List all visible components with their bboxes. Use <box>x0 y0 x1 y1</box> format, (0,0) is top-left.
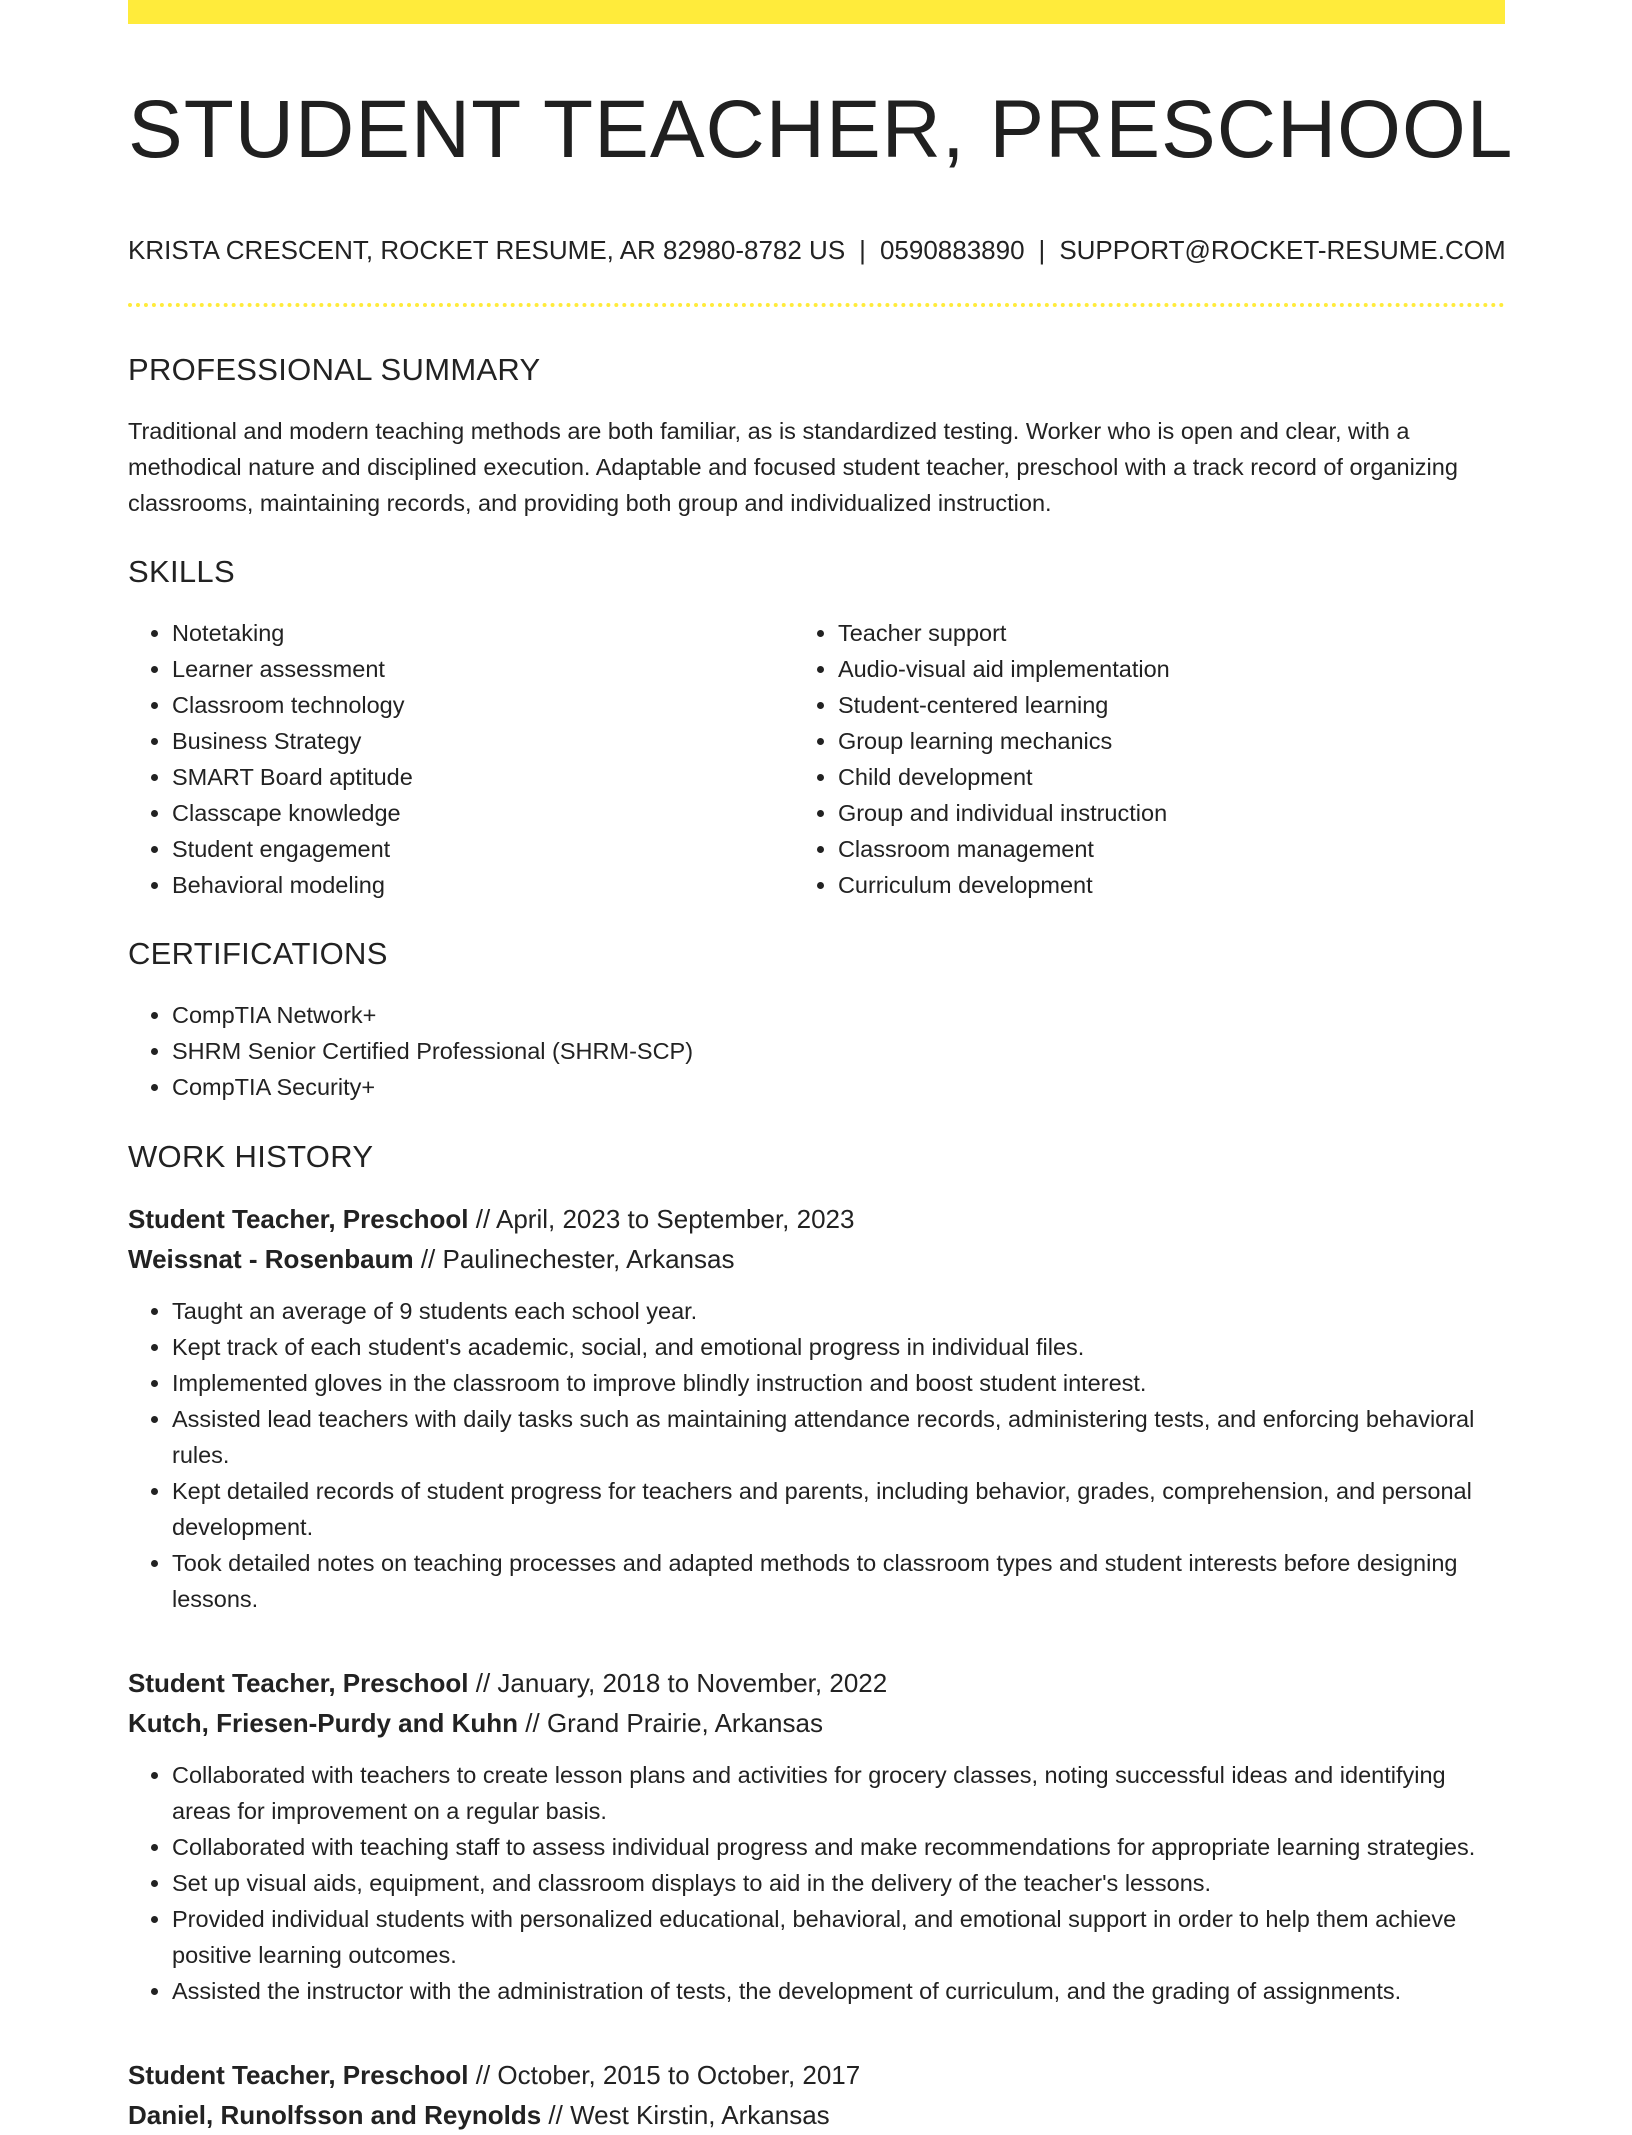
summary-text: Traditional and modern teaching methods are both familiar, as is standardized testing. Worker who is open and clear, with a methodical nature and disciplined execution. Adaptable and focused student teacher, preschool with a track record of organizing classrooms, maintaining records, and providing both group and individualized instruction. <box>128 418 1458 516</box>
job-duty-item: • Kept detailed records of student progress for teachers and parents, including behavior, grades, comprehension, and personal development. <box>172 1473 1505 1545</box>
skill-item: • Classroom technology <box>172 687 794 723</box>
resume-content <box>128 0 1514 2135</box>
skill-item: • Teacher support <box>838 615 1505 651</box>
job-dates: January, 2018 to November, 2022 <box>497 1668 888 1698</box>
skill-item: • Behavioral modeling <box>172 867 794 903</box>
job-location: Paulinechester, Arkansas <box>442 1244 735 1274</box>
skills-heading: SKILLS <box>128 554 235 589</box>
job-duty-item: • Assisted the instructor with the administration of tests, the development of curriculum, and the grading of assignments. <box>172 1973 1505 2009</box>
job-company: Weissnat - Rosenbaum <box>128 1244 414 1274</box>
job-entry <box>128 2055 1505 2135</box>
skill-item: • Student-centered learning <box>838 687 1505 723</box>
certification-item: • CompTIA Security+ <box>172 1069 1505 1105</box>
contact-separator: | <box>859 235 866 265</box>
certifications-heading: CERTIFICATIONS <box>128 936 388 971</box>
skill-item: • Classcape knowledge <box>172 795 794 831</box>
job-title-line <box>128 1199 1505 1239</box>
skill-item: • Child development <box>838 759 1505 795</box>
contact-line <box>128 234 1505 266</box>
job-location: Grand Prairie, Arkansas <box>546 1708 823 1738</box>
job-separator: // <box>468 2060 498 2090</box>
contact-address: KRISTA CRESCENT, ROCKET RESUME, AR 82980-8782 US <box>128 235 846 265</box>
job-entry <box>128 1663 1505 2009</box>
job-entry <box>128 1199 1505 1617</box>
contact-email: SUPPORT@ROCKET-RESUME.COM <box>1059 235 1506 265</box>
job-duty-item: • Implemented gloves in the classroom to improve blindly instruction and boost student interest. <box>172 1365 1505 1401</box>
job-company: Kutch, Friesen-Purdy and Kuhn <box>128 1708 519 1738</box>
skill-item: • Curriculum development <box>838 867 1505 903</box>
job-dates: October, 2015 to October, 2017 <box>497 2060 861 2090</box>
certification-item: • CompTIA Network+ <box>172 997 1505 1033</box>
dotted-divider <box>128 303 1505 307</box>
work-history-list <box>128 1199 1505 2135</box>
job-separator: // <box>468 1668 498 1698</box>
job-dates: April, 2023 to September, 2023 <box>495 1204 855 1234</box>
job-duty-item: • Kept track of each student's academic, social, and emotional progress in individual files. <box>172 1329 1505 1365</box>
skill-item: • Notetaking <box>172 615 794 651</box>
job-separator: // <box>541 2100 571 2130</box>
job-company-line <box>128 1703 1505 1743</box>
summary-heading: PROFESSIONAL SUMMARY <box>128 352 541 387</box>
skill-item: • Student engagement <box>172 831 794 867</box>
job-separator: // <box>518 1708 547 1738</box>
contact-separator: | <box>1038 235 1046 265</box>
work-history-heading: WORK HISTORY <box>128 1139 374 1174</box>
job-duty-item: • Collaborated with teachers to create lesson plans and activities for grocery classes, noting successful ideas and identifying areas for improvement on a regular basis. <box>172 1757 1505 1829</box>
skill-item: • Business Strategy <box>172 723 794 759</box>
job-duty-item: • Assisted lead teachers with daily tasks such as maintaining attendance records, administering tests, and enforcing behavioral rules. <box>172 1401 1505 1473</box>
job-title: Student Teacher, Preschool <box>128 1668 469 1698</box>
job-separator: // <box>468 1204 496 1234</box>
skill-item: • Learner assessment <box>172 651 794 687</box>
job-location: West Kirstin, Arkansas <box>570 2100 830 2130</box>
job-title-line <box>128 2055 1505 2095</box>
job-duty-item: • Collaborated with teaching staff to assess individual progress and make recommendations for appropriate learning strategies. <box>172 1829 1505 1865</box>
job-duties-list <box>128 1757 1505 2009</box>
skills-column-left <box>128 615 794 903</box>
resume-title: STUDENT TEACHER, PRESCHOOL <box>128 84 1514 175</box>
certifications-list <box>128 997 1505 1105</box>
job-duty-item: • Took detailed notes on teaching processes and adapted methods to classroom types and student interests before designing lessons. <box>172 1545 1505 1617</box>
job-duty-item: • Taught an average of 9 students each school year. <box>172 1293 1505 1329</box>
skill-item: • Audio-visual aid implementation <box>838 651 1505 687</box>
job-title-line <box>128 1663 1505 1703</box>
skills-list <box>128 615 1505 903</box>
job-title: Student Teacher, Preschool <box>128 1204 469 1234</box>
contact-phone: 0590883890 <box>879 235 1025 265</box>
skill-item: • Group and individual instruction <box>838 795 1505 831</box>
job-separator: // <box>413 1244 443 1274</box>
job-company-line <box>128 1239 1505 1279</box>
job-company: Daniel, Runolfsson and Reynolds <box>128 2100 542 2130</box>
job-duty-item: • Provided individual students with personalized educational, behavioral, and emotional support in order to help them achieve positive learning outcomes. <box>172 1901 1505 1973</box>
skill-item: • Group learning mechanics <box>838 723 1505 759</box>
skill-item: • Classroom management <box>838 831 1505 867</box>
job-duty-item: • Set up visual aids, equipment, and classroom displays to aid in the delivery of the teacher's lessons. <box>172 1865 1505 1901</box>
job-title: Student Teacher, Preschool <box>128 2060 469 2090</box>
job-duties-list <box>128 1293 1505 1617</box>
skills-column-right <box>794 615 1505 903</box>
skill-item: • SMART Board aptitude <box>172 759 794 795</box>
certification-item: • SHRM Senior Certified Professional (SHRM-SCP) <box>172 1033 1505 1069</box>
job-company-line <box>128 2095 1505 2135</box>
